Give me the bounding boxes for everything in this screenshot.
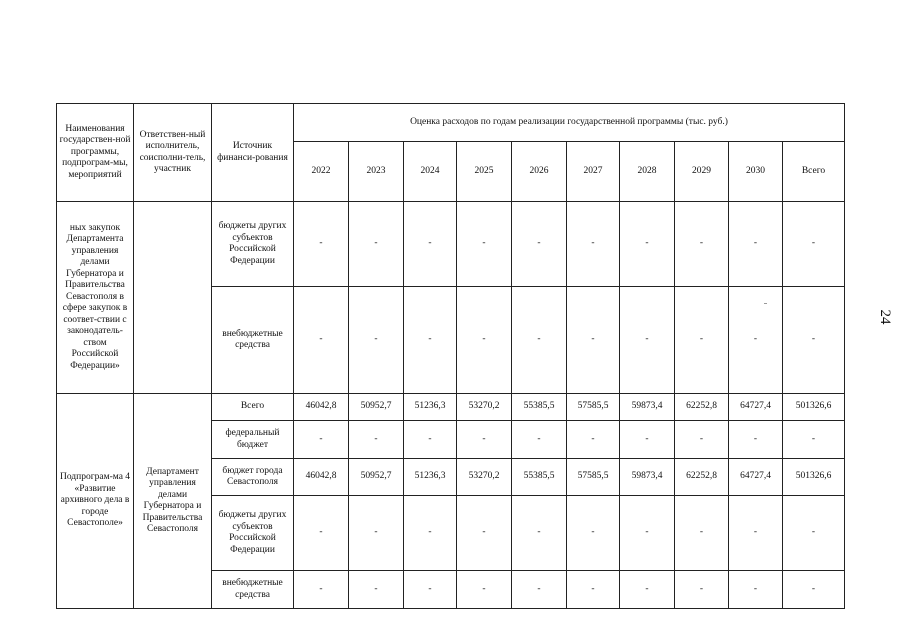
header-estimate-title: Оценка расходов по годам реализации государственной программы (тыс. руб.) [294, 104, 845, 142]
cell-value: - [512, 496, 567, 571]
cell-value: - [349, 202, 404, 287]
cell-value: 64727,4 [729, 459, 783, 496]
cell-value: - [620, 202, 675, 287]
cell-value: - [457, 421, 512, 459]
page-number: 24 [877, 309, 893, 325]
row-responsible: Департамент управления делами Губернатора и Правительства Севастополя [134, 394, 212, 609]
cell-value: - [512, 421, 567, 459]
budget-table [56, 103, 845, 609]
cell-value: - [512, 202, 567, 287]
row-source: Всего [212, 394, 294, 421]
cell-value: - [404, 421, 457, 459]
cell-value: - [349, 496, 404, 571]
cell-value: - [457, 571, 512, 609]
cell-value: 57585,5 [567, 459, 620, 496]
cell-value: - [567, 496, 620, 571]
cell-value: - [567, 421, 620, 459]
cell-value: - [294, 421, 349, 459]
header-year: 2026 [512, 142, 567, 202]
cell-value: - [349, 421, 404, 459]
cell-value: - [294, 287, 349, 394]
cell-value: - [457, 202, 512, 287]
cell-value: - [729, 287, 783, 394]
header-year: 2030 [729, 142, 783, 202]
cell-value: 53270,2 [457, 459, 512, 496]
cell-value: - [675, 421, 729, 459]
cell-value: - [729, 496, 783, 571]
row-source: внебюджетные средства [212, 287, 294, 394]
header-total: Всего [783, 142, 845, 202]
cell-total: - [783, 202, 845, 287]
cell-value: 55385,5 [512, 394, 567, 421]
cell-value: 46042,8 [294, 394, 349, 421]
cell-value: 51236,3 [404, 459, 457, 496]
cell-value: - [675, 571, 729, 609]
cell-total: 501326,6 [783, 394, 845, 421]
row-source: внебюджетные средства [212, 571, 294, 609]
header-year: 2029 [675, 142, 729, 202]
cell-value: 55385,5 [512, 459, 567, 496]
header-year: 2027 [567, 142, 620, 202]
cell-value: 62252,8 [675, 459, 729, 496]
cell-value: - [567, 571, 620, 609]
cell-value: 51236,3 [404, 394, 457, 421]
table-row [57, 394, 845, 421]
header-year: 2028 [620, 142, 675, 202]
cell-value: - [567, 202, 620, 287]
cell-value: - [349, 571, 404, 609]
cell-value: - [620, 496, 675, 571]
cell-value: - [404, 571, 457, 609]
cell-value: - [729, 202, 783, 287]
cell-value: 57585,5 [567, 394, 620, 421]
cell-value: 64727,4 [729, 394, 783, 421]
cell-value: 59873,4 [620, 394, 675, 421]
cell-value: - [567, 287, 620, 394]
cell-total: - [783, 496, 845, 571]
cell-value: 62252,8 [675, 394, 729, 421]
cell-value: - [729, 421, 783, 459]
cell-total: 501326,6 [783, 459, 845, 496]
cell-value: - [675, 202, 729, 287]
cell-value: 53270,2 [457, 394, 512, 421]
header-source: Источник финанси-рования [212, 104, 294, 202]
cell-value: - [729, 571, 783, 609]
cell-value: 46042,8 [294, 459, 349, 496]
cell-value: 50952,7 [349, 394, 404, 421]
cell-value: - [404, 287, 457, 394]
cell-value: 59873,4 [620, 459, 675, 496]
cell-value: - [675, 496, 729, 571]
cell-value: - [294, 571, 349, 609]
row-source: бюджеты других субъектов Российской Федерации [212, 202, 294, 287]
header-year: 2025 [457, 142, 512, 202]
cell-value: - [404, 202, 457, 287]
cell-total: - [783, 287, 845, 394]
table-row [57, 202, 845, 287]
row-source: бюджет города Севастополя [212, 459, 294, 496]
cell-value: - [457, 287, 512, 394]
row-name: Подпрограм-ма 4 «Развитие архивного дела в городе Севастополе» [57, 394, 134, 609]
row-responsible [134, 202, 212, 394]
header-name: Наименования государствен-ной программы, подпрограм-мы, мероприятий [57, 104, 134, 202]
cell-value: - [294, 496, 349, 571]
cell-value: - [620, 287, 675, 394]
cell-total: - [783, 571, 845, 609]
row-source: федеральный бюджет [212, 421, 294, 459]
header-year: 2023 [349, 142, 404, 202]
cell-value: - [512, 571, 567, 609]
cell-value: - [349, 287, 404, 394]
cell-value: 50952,7 [349, 459, 404, 496]
cell-value: - [675, 287, 729, 394]
cell-value: - [457, 496, 512, 571]
header-responsible: Ответствен-ный исполнитель, соисполни-тель, участник [134, 104, 212, 202]
cell-total: - [783, 421, 845, 459]
cell-value: - [620, 571, 675, 609]
header-year: 2024 [404, 142, 457, 202]
cell-value: - [620, 421, 675, 459]
cell-value: - [404, 496, 457, 571]
cell-value: - [294, 202, 349, 287]
row-name: ных закупок Департамента управления делами Губернатора и Правительства Севастополя в сфере закупок в соответ-ствии с законодатель-ством Российской Федерации» [57, 202, 134, 394]
header-year: 2022 [294, 142, 349, 202]
row-source: бюджеты других субъектов Российской Федерации [212, 496, 294, 571]
cell-value: - [512, 287, 567, 394]
